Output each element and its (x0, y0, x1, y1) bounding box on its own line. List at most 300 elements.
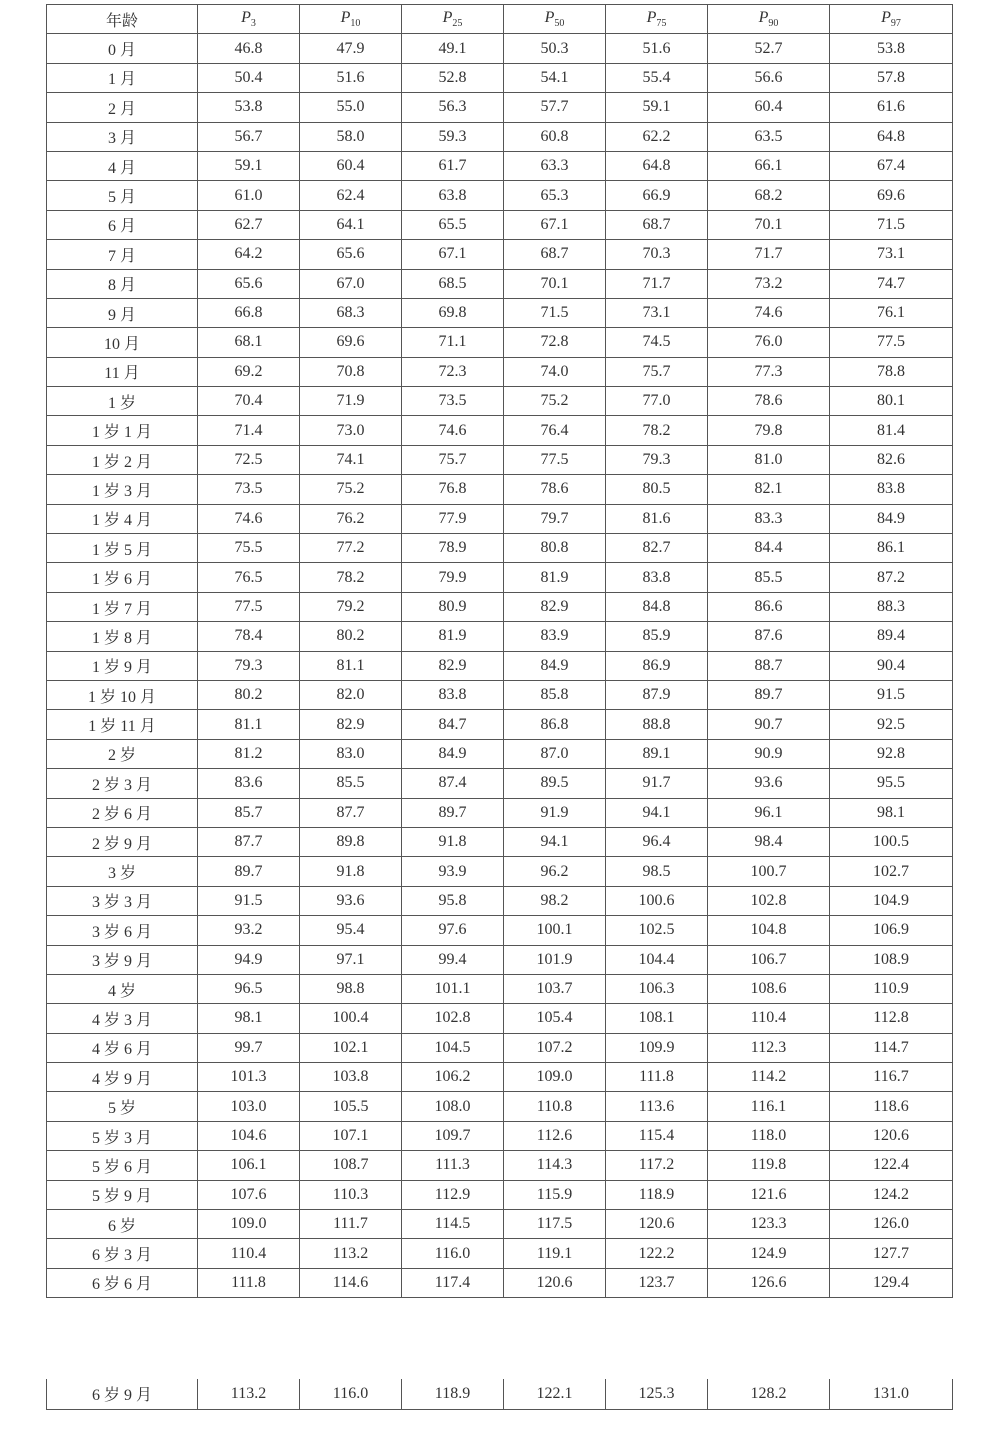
value-cell: 71.5 (504, 298, 606, 327)
value-cell: 53.8 (198, 93, 300, 122)
value-cell: 105.4 (504, 1004, 606, 1033)
value-cell: 49.1 (402, 34, 504, 63)
value-cell: 118.6 (830, 1092, 953, 1121)
value-cell: 72.3 (402, 357, 504, 386)
value-cell: 90.9 (708, 739, 830, 768)
header-percentile: $P_3$ (198, 5, 300, 34)
value-cell: 82.1 (708, 475, 830, 504)
value-cell: 106.2 (402, 1063, 504, 1092)
header-age: 年龄 (47, 5, 198, 34)
value-cell: 89.4 (830, 622, 953, 651)
table-row (47, 622, 953, 651)
value-cell: 77.5 (198, 592, 300, 621)
value-cell: 71.4 (198, 416, 300, 445)
value-cell: 120.6 (606, 1210, 708, 1239)
value-cell: 104.6 (198, 1121, 300, 1150)
value-cell: 117.5 (504, 1210, 606, 1239)
value-cell: 66.9 (606, 181, 708, 210)
value-cell: 46.8 (198, 34, 300, 63)
value-cell: 129.4 (830, 1268, 953, 1297)
age-cell: 4 岁 (47, 974, 198, 1003)
value-cell: 80.9 (402, 592, 504, 621)
value-cell: 73.1 (606, 298, 708, 327)
value-cell: 118.9 (606, 1180, 708, 1209)
age-cell: 6 月 (47, 210, 198, 239)
value-cell: 87.6 (708, 622, 830, 651)
table-row (47, 739, 953, 768)
value-cell: 51.6 (606, 34, 708, 63)
value-cell: 116.0 (300, 1379, 402, 1409)
value-cell: 83.8 (606, 563, 708, 592)
value-cell: 93.2 (198, 916, 300, 945)
value-cell: 84.9 (504, 651, 606, 680)
value-cell: 60.4 (300, 151, 402, 180)
table-row (47, 416, 953, 445)
header-percentile: $P_{25}$ (402, 5, 504, 34)
table-row (47, 974, 953, 1003)
value-cell: 79.3 (198, 651, 300, 680)
value-cell: 75.7 (606, 357, 708, 386)
age-cell: 4 月 (47, 151, 198, 180)
table-row (47, 1004, 953, 1033)
value-cell: 75.2 (504, 387, 606, 416)
value-cell: 114.6 (300, 1268, 402, 1297)
age-cell: 3 岁 (47, 857, 198, 886)
value-cell: 76.8 (402, 475, 504, 504)
value-cell: 69.2 (198, 357, 300, 386)
value-cell: 98.8 (300, 974, 402, 1003)
age-cell: 5 岁 (47, 1092, 198, 1121)
value-cell: 79.8 (708, 416, 830, 445)
table-row (47, 181, 953, 210)
value-cell: 102.8 (402, 1004, 504, 1033)
age-cell: 6 岁 9 月 (47, 1379, 198, 1409)
age-cell: 1 岁 9 月 (47, 651, 198, 680)
table-row (47, 151, 953, 180)
value-cell: 61.6 (830, 93, 953, 122)
age-cell: 9 月 (47, 298, 198, 327)
value-cell: 62.4 (300, 181, 402, 210)
value-cell: 109.0 (198, 1210, 300, 1239)
age-cell: 8 月 (47, 269, 198, 298)
value-cell: 89.7 (198, 857, 300, 886)
value-cell: 83.3 (708, 504, 830, 533)
table-row (47, 534, 953, 563)
value-cell: 98.5 (606, 857, 708, 886)
value-cell: 57.8 (830, 63, 953, 92)
value-cell: 84.4 (708, 534, 830, 563)
value-cell: 73.2 (708, 269, 830, 298)
value-cell: 102.1 (300, 1033, 402, 1062)
value-cell: 70.4 (198, 387, 300, 416)
value-cell: 96.2 (504, 857, 606, 886)
value-cell: 64.8 (606, 151, 708, 180)
value-cell: 74.7 (830, 269, 953, 298)
value-cell: 110.8 (504, 1092, 606, 1121)
value-cell: 107.2 (504, 1033, 606, 1062)
value-cell: 78.2 (606, 416, 708, 445)
age-cell: 1 岁 6 月 (47, 563, 198, 592)
age-cell: 3 岁 6 月 (47, 916, 198, 945)
value-cell: 54.1 (504, 63, 606, 92)
value-cell: 82.0 (300, 680, 402, 709)
value-cell: 77.0 (606, 387, 708, 416)
value-cell: 74.6 (402, 416, 504, 445)
value-cell: 63.3 (504, 151, 606, 180)
value-cell: 110.9 (830, 974, 953, 1003)
value-cell: 83.9 (504, 622, 606, 651)
value-cell: 85.5 (300, 769, 402, 798)
value-cell: 60.4 (708, 93, 830, 122)
value-cell: 55.0 (300, 93, 402, 122)
value-cell: 74.5 (606, 328, 708, 357)
value-cell: 115.4 (606, 1121, 708, 1150)
age-cell: 2 月 (47, 93, 198, 122)
value-cell: 67.4 (830, 151, 953, 180)
table-row (47, 210, 953, 239)
value-cell: 131.0 (830, 1379, 953, 1409)
value-cell: 55.4 (606, 63, 708, 92)
value-cell: 67.1 (504, 210, 606, 239)
value-cell: 100.5 (830, 827, 953, 856)
age-cell: 1 月 (47, 63, 198, 92)
value-cell: 85.9 (606, 622, 708, 651)
value-cell: 86.1 (830, 534, 953, 563)
value-cell: 103.7 (504, 974, 606, 1003)
value-cell: 116.7 (830, 1063, 953, 1092)
value-cell: 88.8 (606, 710, 708, 739)
table-row (47, 269, 953, 298)
value-cell: 112.9 (402, 1180, 504, 1209)
value-cell: 79.9 (402, 563, 504, 592)
value-cell: 104.9 (830, 886, 953, 915)
value-cell: 58.0 (300, 122, 402, 151)
value-cell: 102.7 (830, 857, 953, 886)
table-row (47, 63, 953, 92)
age-cell: 5 岁 6 月 (47, 1151, 198, 1180)
value-cell: 80.8 (504, 534, 606, 563)
value-cell: 71.7 (708, 240, 830, 269)
growth-percentile-table (46, 4, 953, 1298)
age-cell: 2 岁 9 月 (47, 827, 198, 856)
value-cell: 112.3 (708, 1033, 830, 1062)
value-cell: 80.2 (198, 680, 300, 709)
age-cell: 1 岁 3 月 (47, 475, 198, 504)
value-cell: 111.8 (198, 1268, 300, 1297)
table-row (47, 592, 953, 621)
age-cell: 5 月 (47, 181, 198, 210)
value-cell: 73.1 (830, 240, 953, 269)
value-cell: 75.2 (300, 475, 402, 504)
value-cell: 87.0 (504, 739, 606, 768)
value-cell: 111.3 (402, 1151, 504, 1180)
table-row (47, 769, 953, 798)
value-cell: 81.1 (300, 651, 402, 680)
value-cell: 101.1 (402, 974, 504, 1003)
value-cell: 79.3 (606, 445, 708, 474)
value-cell: 112.6 (504, 1121, 606, 1150)
age-cell: 6 岁 6 月 (47, 1268, 198, 1297)
value-cell: 123.7 (606, 1268, 708, 1297)
age-cell: 5 岁 9 月 (47, 1180, 198, 1209)
value-cell: 116.1 (708, 1092, 830, 1121)
value-cell: 87.7 (198, 827, 300, 856)
value-cell: 93.6 (708, 769, 830, 798)
value-cell: 53.8 (830, 34, 953, 63)
value-cell: 68.2 (708, 181, 830, 210)
value-cell: 96.1 (708, 798, 830, 827)
value-cell: 91.8 (402, 827, 504, 856)
value-cell: 85.8 (504, 680, 606, 709)
value-cell: 98.1 (830, 798, 953, 827)
value-cell: 99.7 (198, 1033, 300, 1062)
table-row (47, 680, 953, 709)
value-cell: 110.4 (198, 1239, 300, 1268)
value-cell: 63.8 (402, 181, 504, 210)
value-cell: 79.7 (504, 504, 606, 533)
value-cell: 119.1 (504, 1239, 606, 1268)
table-body (47, 34, 953, 1298)
value-cell: 125.3 (606, 1379, 708, 1409)
value-cell: 75.5 (198, 534, 300, 563)
value-cell: 101.9 (504, 945, 606, 974)
header-row (47, 5, 953, 34)
age-cell: 2 岁 6 月 (47, 798, 198, 827)
value-cell: 100.7 (708, 857, 830, 886)
value-cell: 65.5 (402, 210, 504, 239)
header-percentile: $P_{75}$ (606, 5, 708, 34)
value-cell: 88.3 (830, 592, 953, 621)
value-cell: 76.4 (504, 416, 606, 445)
value-cell: 108.6 (708, 974, 830, 1003)
value-cell: 81.6 (606, 504, 708, 533)
value-cell: 95.4 (300, 916, 402, 945)
value-cell: 91.7 (606, 769, 708, 798)
value-cell: 111.7 (300, 1210, 402, 1239)
value-cell: 103.8 (300, 1063, 402, 1092)
value-cell: 81.0 (708, 445, 830, 474)
value-cell: 85.5 (708, 563, 830, 592)
table-row (47, 886, 953, 915)
value-cell: 82.7 (606, 534, 708, 563)
value-cell: 90.7 (708, 710, 830, 739)
value-cell: 69.8 (402, 298, 504, 327)
value-cell: 109.9 (606, 1033, 708, 1062)
table-row (47, 445, 953, 474)
value-cell: 126.0 (830, 1210, 953, 1239)
value-cell: 70.3 (606, 240, 708, 269)
value-cell: 123.3 (708, 1210, 830, 1239)
value-cell: 84.9 (402, 739, 504, 768)
value-cell: 87.2 (830, 563, 953, 592)
header-percentile: $P_{10}$ (300, 5, 402, 34)
value-cell: 51.6 (300, 63, 402, 92)
value-cell: 109.7 (402, 1121, 504, 1150)
table-row (47, 357, 953, 386)
value-cell: 114.2 (708, 1063, 830, 1092)
age-cell: 11 月 (47, 357, 198, 386)
value-cell: 114.7 (830, 1033, 953, 1062)
table-row (47, 827, 953, 856)
age-cell: 1 岁 (47, 387, 198, 416)
value-cell: 94.9 (198, 945, 300, 974)
value-cell: 122.2 (606, 1239, 708, 1268)
value-cell: 73.0 (300, 416, 402, 445)
value-cell: 104.5 (402, 1033, 504, 1062)
value-cell: 108.7 (300, 1151, 402, 1180)
table-row (47, 916, 953, 945)
value-cell: 113.6 (606, 1092, 708, 1121)
value-cell: 102.5 (606, 916, 708, 945)
value-cell: 56.3 (402, 93, 504, 122)
value-cell: 80.2 (300, 622, 402, 651)
value-cell: 76.0 (708, 328, 830, 357)
value-cell: 87.4 (402, 769, 504, 798)
value-cell: 87.7 (300, 798, 402, 827)
value-cell: 62.2 (606, 122, 708, 151)
value-cell: 60.8 (504, 122, 606, 151)
table-row (47, 1268, 953, 1297)
value-cell: 50.3 (504, 34, 606, 63)
value-cell: 82.9 (402, 651, 504, 680)
value-cell: 109.0 (504, 1063, 606, 1092)
value-cell: 122.1 (504, 1379, 606, 1409)
value-cell: 71.7 (606, 269, 708, 298)
age-cell: 7 月 (47, 240, 198, 269)
value-cell: 126.6 (708, 1268, 830, 1297)
value-cell: 116.0 (402, 1239, 504, 1268)
value-cell: 108.1 (606, 1004, 708, 1033)
age-cell: 10 月 (47, 328, 198, 357)
value-cell: 64.2 (198, 240, 300, 269)
value-cell: 75.7 (402, 445, 504, 474)
value-cell: 89.8 (300, 827, 402, 856)
value-cell: 86.8 (504, 710, 606, 739)
value-cell: 86.9 (606, 651, 708, 680)
value-cell: 78.6 (504, 475, 606, 504)
value-cell: 83.6 (198, 769, 300, 798)
value-cell: 59.3 (402, 122, 504, 151)
value-cell: 83.0 (300, 739, 402, 768)
value-cell: 72.5 (198, 445, 300, 474)
table-row (47, 387, 953, 416)
value-cell: 113.2 (198, 1379, 300, 1409)
value-cell: 95.8 (402, 886, 504, 915)
value-cell: 82.9 (504, 592, 606, 621)
value-cell: 91.8 (300, 857, 402, 886)
value-cell: 89.1 (606, 739, 708, 768)
age-cell: 0 月 (47, 34, 198, 63)
value-cell: 91.5 (830, 680, 953, 709)
value-cell: 81.9 (504, 563, 606, 592)
value-cell: 59.1 (198, 151, 300, 180)
value-cell: 98.4 (708, 827, 830, 856)
value-cell: 120.6 (830, 1121, 953, 1150)
age-cell: 3 岁 3 月 (47, 886, 198, 915)
value-cell: 118.0 (708, 1121, 830, 1150)
value-cell: 78.8 (830, 357, 953, 386)
value-cell: 68.3 (300, 298, 402, 327)
value-cell: 118.9 (402, 1379, 504, 1409)
value-cell: 89.5 (504, 769, 606, 798)
value-cell: 96.5 (198, 974, 300, 1003)
value-cell: 106.3 (606, 974, 708, 1003)
value-cell: 74.0 (504, 357, 606, 386)
value-cell: 99.4 (402, 945, 504, 974)
table-row (47, 945, 953, 974)
table-row (47, 298, 953, 327)
table-row (47, 563, 953, 592)
age-cell: 1 岁 5 月 (47, 534, 198, 563)
value-cell: 68.7 (504, 240, 606, 269)
age-cell: 1 岁 11 月 (47, 710, 198, 739)
value-cell: 66.8 (198, 298, 300, 327)
value-cell: 72.8 (504, 328, 606, 357)
value-cell: 94.1 (504, 827, 606, 856)
value-cell: 120.6 (504, 1268, 606, 1297)
value-cell: 91.5 (198, 886, 300, 915)
table-row (47, 122, 953, 151)
value-cell: 92.8 (830, 739, 953, 768)
value-cell: 104.4 (606, 945, 708, 974)
value-cell: 106.1 (198, 1151, 300, 1180)
value-cell: 100.1 (504, 916, 606, 945)
value-cell: 65.3 (504, 181, 606, 210)
table-row (47, 93, 953, 122)
table-row (47, 475, 953, 504)
table-row (47, 857, 953, 886)
value-cell: 71.1 (402, 328, 504, 357)
value-cell: 76.2 (300, 504, 402, 533)
value-cell: 74.6 (198, 504, 300, 533)
value-cell: 106.9 (830, 916, 953, 945)
value-cell: 93.9 (402, 857, 504, 886)
table-row (47, 1180, 953, 1209)
table-row (47, 710, 953, 739)
value-cell: 73.5 (198, 475, 300, 504)
value-cell: 64.1 (300, 210, 402, 239)
header-percentile: $P_{97}$ (830, 5, 953, 34)
value-cell: 119.8 (708, 1151, 830, 1180)
table-row (47, 34, 953, 63)
value-cell: 85.7 (198, 798, 300, 827)
value-cell: 69.6 (830, 181, 953, 210)
value-cell: 67.1 (402, 240, 504, 269)
value-cell: 95.5 (830, 769, 953, 798)
value-cell: 98.1 (198, 1004, 300, 1033)
value-cell: 84.7 (402, 710, 504, 739)
value-cell: 100.6 (606, 886, 708, 915)
value-cell: 124.2 (830, 1180, 953, 1209)
value-cell: 61.0 (198, 181, 300, 210)
value-cell: 114.5 (402, 1210, 504, 1239)
value-cell: 61.7 (402, 151, 504, 180)
value-cell: 110.4 (708, 1004, 830, 1033)
value-cell: 69.6 (300, 328, 402, 357)
value-cell: 78.9 (402, 534, 504, 563)
age-cell: 4 岁 9 月 (47, 1063, 198, 1092)
age-cell: 1 岁 4 月 (47, 504, 198, 533)
value-cell: 117.2 (606, 1151, 708, 1180)
value-cell: 117.4 (402, 1268, 504, 1297)
value-cell: 83.8 (830, 475, 953, 504)
value-cell: 91.9 (504, 798, 606, 827)
value-cell: 93.6 (300, 886, 402, 915)
value-cell: 128.2 (708, 1379, 830, 1409)
value-cell: 110.3 (300, 1180, 402, 1209)
value-cell: 74.1 (300, 445, 402, 474)
value-cell: 81.2 (198, 739, 300, 768)
